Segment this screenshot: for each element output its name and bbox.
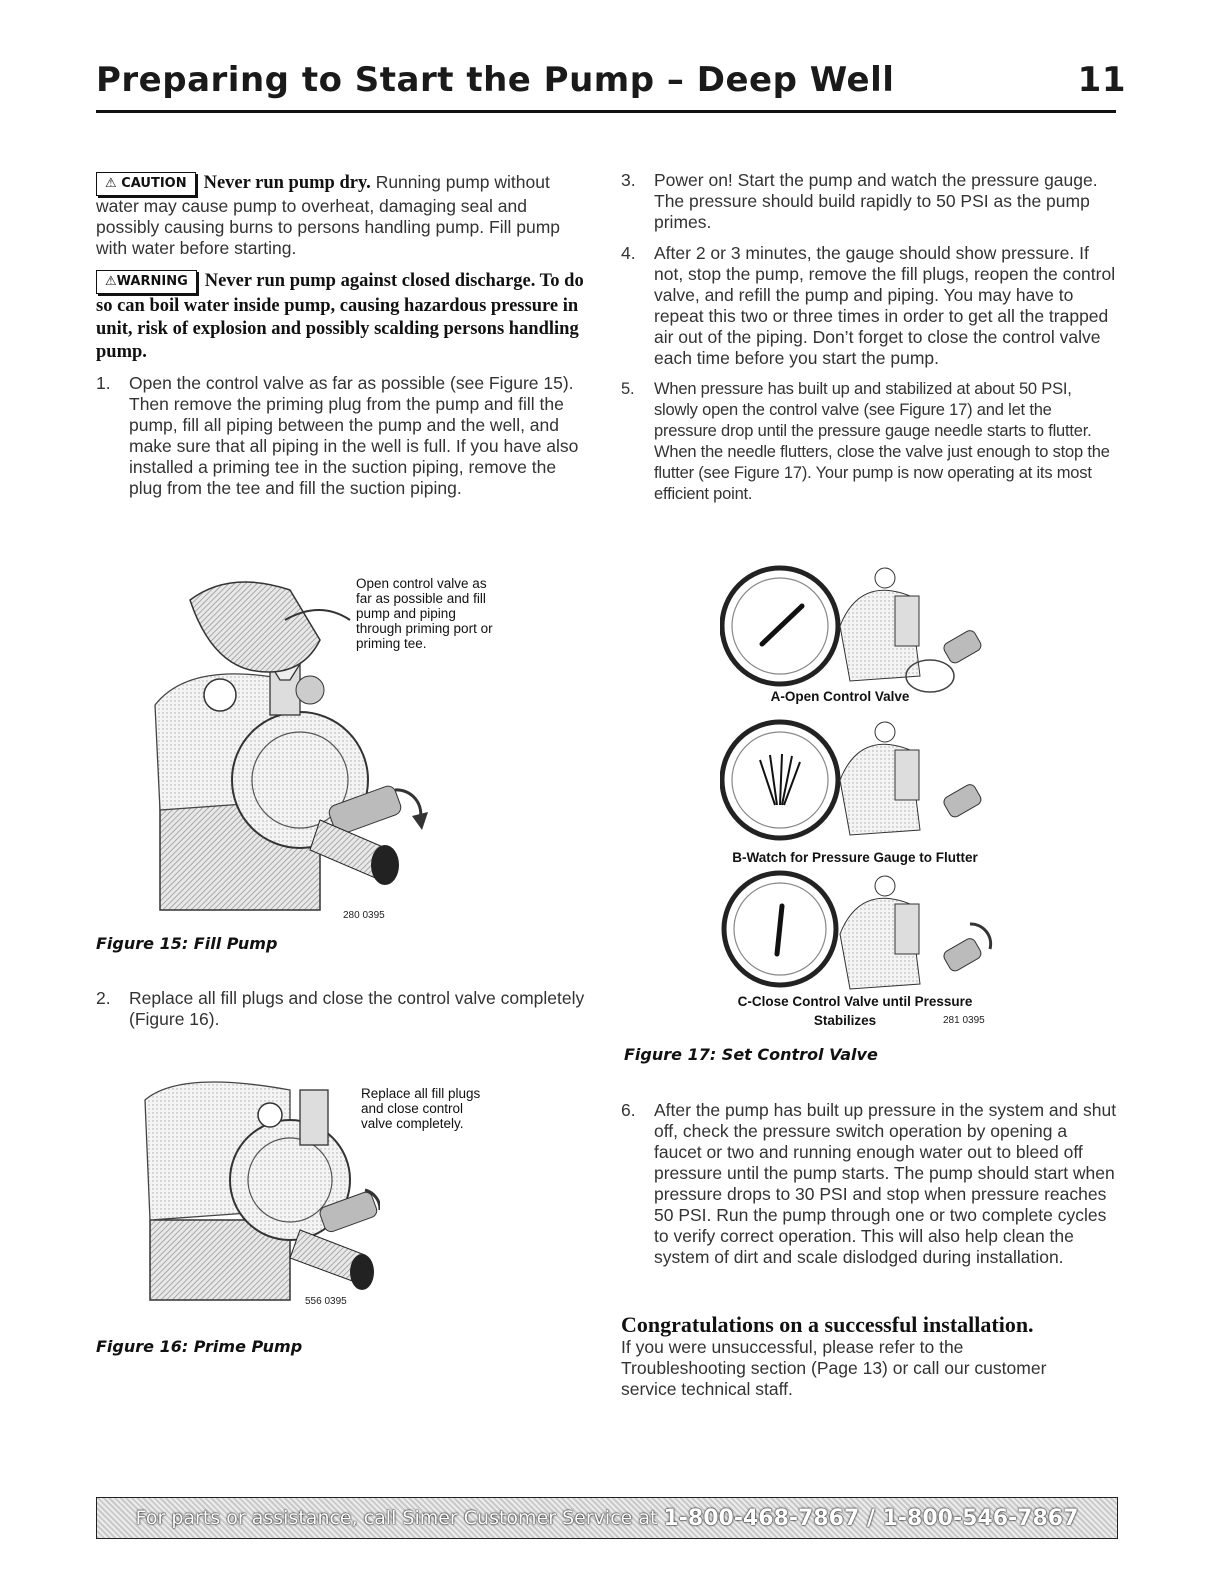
footer-banner — [96, 1497, 1118, 1539]
fig16-caption: Figure 16: Prime Pump — [96, 1337, 303, 1356]
left-column — [96, 172, 588, 509]
step-number: 2. — [96, 988, 111, 1008]
warning-paragraph — [96, 269, 588, 363]
fig17-c-caption-1: C-Close Control Valve until Pressure — [737, 994, 973, 1009]
page-title — [96, 60, 1126, 108]
list-item — [96, 373, 588, 499]
title-rule — [96, 110, 1116, 113]
gauge-b-illustration — [720, 710, 1010, 850]
step-text: Replace all fill plugs and close the control valve completely (Figure 16). — [129, 988, 585, 1029]
gauge-c-illustration — [720, 864, 1010, 994]
fig17-caption: Figure 17: Set Control Valve — [624, 1045, 878, 1064]
footer-text: For parts or assistance, call Simer Customer Service at — [135, 1507, 658, 1529]
congrats-heading: Congratulations on a successful installation. — [621, 1312, 1034, 1337]
fig17-c-caption-2: Stabilizes — [813, 1013, 877, 1028]
step-text: Open the control valve as far as possible (see Figure 15). Then remove the priming plug from the pump and fill the pump, fill all piping between the pump and the well, and make sure that all piping in the well is full. If you have also installed a priming tee in the suction piping, remove the plug from the tee and fill the suction piping. — [129, 373, 579, 498]
gauge-a-illustration — [720, 556, 1010, 696]
step-text: Power on! Start the pump and watch the pressure gauge. The pressure should build rapidly to 50 PSI as the pump primes. — [654, 170, 1098, 232]
step-number: 4. — [621, 243, 636, 263]
caution-text: Running pump without water may cause pump to overheat, damaging seal and possibly causing burns to persons handling pump. Fill pump with water before starting. — [96, 172, 561, 258]
step-number: 6. — [621, 1100, 636, 1120]
right-column — [621, 170, 1117, 515]
fig16-code: 556 0395 — [305, 1296, 347, 1307]
fig17-a-caption: A-Open Control Valve — [770, 689, 910, 704]
step-number: 3. — [621, 170, 636, 190]
step-text: After 2 or 3 minutes, the gauge should show pressure. If not, stop the pump, remove the fill plugs, reopen the control valve, and refill the pump and piping. You may have to repeat this two or three times in order to get all the trapped air out of the piping. Don’t forget to close the control valve each time before you start the pump. — [654, 243, 1116, 368]
prime-pump-illustration — [140, 1060, 380, 1310]
step-text: When pressure has built up and stabilized at about 50 PSI, slowly open the control valve (see Figure 17) and let the pressure drop until the pressure gauge needle starts to flutter. When the needle flutters, close the valve just enough to stop the flutter (see Figure 17). Your pump is now operating at its most efficient point. — [654, 380, 1110, 503]
fig15-label: Open control valve as far as possible and fill pump and piping through priming port or priming tee. — [356, 576, 493, 651]
fig15-code: 280 0395 — [343, 910, 385, 921]
step2-block — [96, 988, 588, 1040]
steps-list-left — [96, 373, 588, 499]
caution-paragraph — [96, 172, 588, 259]
caution-badge: ⚠ CAUTION — [96, 172, 196, 196]
warning-text: Never run pump against closed discharge. To do so can boil water inside pump, causing hazardous pressure in unit, risk of explosion and possibly scalding persons handling pump. — [96, 271, 584, 362]
list-item — [621, 379, 1117, 505]
list-item — [621, 243, 1117, 369]
list-item — [621, 170, 1117, 233]
page-number: 11 — [1077, 60, 1126, 100]
fig17-code: 281 0395 — [943, 1015, 985, 1026]
step-number: 1. — [96, 373, 111, 393]
list-item — [96, 988, 588, 1030]
fig15-caption: Figure 15: Fill Pump — [96, 934, 278, 953]
footer-phones: 1-800-468-7867 / 1-800-546-7867 — [663, 1505, 1079, 1531]
caution-lead: Never run pump dry. — [203, 173, 371, 193]
congrats-text: If you were unsuccessful, please refer to the Troubleshooting section (Page 13) or call our customer service technical staff. — [621, 1337, 1047, 1399]
steps-list-left-2 — [96, 988, 588, 1030]
step-number: 5. — [621, 380, 635, 398]
page-title-text: Preparing to Start the Pump – Deep Well — [96, 60, 895, 100]
warning-badge: ⚠WARNING — [96, 270, 197, 294]
fig16-label: Replace all fill plugs and close control valve completely. — [361, 1086, 481, 1131]
step-text: After the pump has built up pressure in the system and shut off, check the pressure switch operation by opening a faucet or two and running enough water out to bleed off pressure until the pump starts. The pump should start when pressure drops to 30 PSI and stop when pressure reaches 50 PSI. Run the pump through one or two complete cycles to verify correct operation. This will also help clean the system of dirt and scale dislodged during installation. — [654, 1100, 1117, 1267]
step6-block — [621, 1100, 1117, 1278]
steps-list-right-2 — [621, 1100, 1117, 1268]
fig17-b-caption: B-Watch for Pressure Gauge to Flutter — [732, 850, 978, 865]
steps-list-right — [621, 170, 1117, 505]
list-item — [621, 1100, 1117, 1268]
